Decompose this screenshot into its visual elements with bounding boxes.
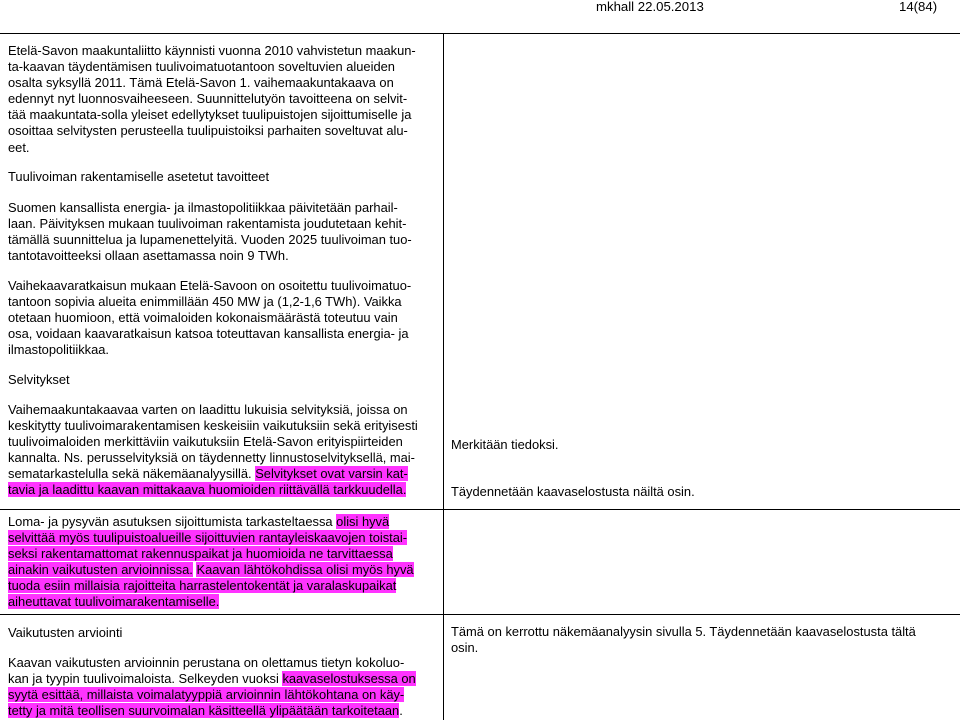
table-top-rule (0, 33, 960, 34)
highlighted-comment: syytä esittää, millaista voimalatyyppiä arvioinnin lähtökohtana on käy- (8, 687, 405, 703)
impact-text: . (399, 703, 403, 719)
intro-line: osalta syksyllä 2011. Tämä Etelä-Savon 1. vaihemaakuntakaava on (8, 75, 394, 91)
highlighted-comment: Kaavan lähtökohdissa olisi myös hyvä (196, 562, 414, 578)
intro-line: eet. (8, 139, 30, 155)
housing-line (8, 578, 436, 594)
row-divider (0, 509, 960, 510)
housing-line (8, 546, 436, 562)
intro-line: Etelä-Savon maakuntaliitto käynnisti vuonna 2010 vahvistetun maakun- (8, 43, 416, 58)
impact-heading: Vaikutusten arviointi (8, 625, 123, 640)
highlighted-comment: seksi rakentamattomat rakennuspaikat ja huomioida ne tarvittaessa (8, 546, 393, 562)
highlighted-comment: ainakin vaikutusten arvioinnissa. (8, 562, 193, 578)
surveys-line (8, 482, 436, 498)
highlighted-comment: aiheuttavat tuulivoimarakentamiselle. (8, 594, 220, 610)
phase-line: Vaihekaavaratkaisun mukaan Etelä-Savoon on osoitettu tuulivoimatuo- (8, 278, 412, 293)
intro-block (8, 43, 436, 156)
goals-paragraph (8, 200, 436, 264)
surveys-paragraph (8, 402, 436, 499)
impact-text: kan ja tyypin tuulivoimaloista. Selkeyden vuoksi (8, 671, 283, 687)
surveys-text: sematarkastelulla sekä näkemäanalyysillä. (8, 466, 256, 482)
housing-line (8, 514, 436, 530)
surveys-line (8, 466, 436, 482)
housing-text: Loma- ja pysyvän asutuksen sijoittumista tarkasteltaessa (8, 514, 337, 529)
highlighted-comment: tetty ja mitä teollisen suurvoimalan käsitteellä ylipäätään tarkoitetaan (8, 703, 400, 719)
goals-line: tantotavoitteeksi ollaan asettamassa noin 9 TWh. (8, 248, 289, 264)
surveys-line: tuulivoimaloiden merkittäviin vaikutuksiin Etelä-Savon erityispiirteiden (8, 434, 403, 450)
impact-line: Kaavan vaikutusten arvioinnin perustana on olettamus tietyn kokoluo- (8, 655, 405, 670)
impact-line (8, 703, 436, 719)
goals-heading: Tuulivoiman rakentamiselle asetetut tavoitteet (8, 169, 270, 184)
goals-line: Suomen kansallista energia- ja ilmastopolitiikkaa päivitetään parhail- (8, 200, 398, 215)
response-note-block (451, 624, 951, 656)
phase-line: tantoon sopivia alueita enimmillään 450 MW ja (1,2-1,6 TWh). Vaikka (8, 294, 402, 310)
impact-paragraph (8, 655, 436, 719)
surveys-heading: Selvitykset (8, 372, 70, 387)
response-note: osin. (451, 640, 479, 656)
goals-line: laan. Päivityksen mukaan tuulivoiman rakentamista joudutetaan kehit- (8, 216, 407, 232)
highlighted-comment: selvittää myös tuulipuistoalueille sijoittuvien rantayleiskaavojen toistai- (8, 530, 408, 546)
phase-line: ilmastopolitiikkaa. (8, 342, 110, 358)
phase-line: osa, voidaan kaavaratkaisun katsoa toteuttavan kansallista energia- ja (8, 326, 409, 342)
page-number: 14(84) (899, 0, 938, 14)
housing-paragraph (8, 514, 436, 611)
intro-line: ta-kaavan täydentämisen tuulivoimatuotantoon soveltuvien alueiden (8, 59, 395, 75)
highlighted-comment: tuoda esiin millaisia rajoitteita harrastelentokentät ja varalaskupaikat (8, 578, 397, 594)
response-note: Täydennetään kaavaselostusta näiltä osin. (451, 484, 695, 499)
surveys-line: kannalta. Ns. perusselvityksiä on täydennetty linnustoselvityksellä, mai- (8, 450, 415, 466)
intro-line: tää maakuntata-solla yleiset edellytykset tuulipuistojen sijoittumiselle ja (8, 107, 412, 123)
housing-line (8, 530, 436, 546)
phase-paragraph (8, 278, 436, 358)
highlighted-comment: Selvitykset ovat varsin kat- (255, 466, 408, 482)
author-date: mkhall 22.05.2013 (596, 0, 704, 14)
phase-line: otetaan huomioon, että voimaloiden kokonaismäärästä toteutuu vain (8, 310, 398, 326)
row-divider (0, 614, 960, 615)
response-note: Tämä on kerrottu näkemäanalyysin sivulla 5. Täydennetään kaavaselostusta tältä (451, 624, 916, 639)
surveys-line: keskitytty tuulivoimarakentamisen keskeisiin vaikutuksiin sekä erityisesti (8, 418, 418, 434)
column-divider (443, 33, 444, 720)
impact-line (8, 687, 436, 703)
housing-line (8, 594, 436, 610)
intro-line: edennyt nyt luonnosvaiheeseen. Suunnittelutyön tavoitteena on selvit- (8, 91, 408, 107)
response-note: Merkitään tiedoksi. (451, 437, 559, 452)
goals-line: tämällä suunnittelua ja lupamenettelyitä. Vuoden 2025 tuulivoiman tuo- (8, 232, 412, 248)
surveys-line: Vaihemaakuntakaavaa varten on laadittu lukuisia selvityksiä, joissa on (8, 402, 408, 417)
housing-line (8, 562, 436, 578)
highlighted-comment: olisi hyvä (336, 514, 390, 529)
impact-line (8, 671, 436, 687)
highlighted-comment: kaavaselostuksessa on (282, 671, 416, 687)
highlighted-comment: tavia ja laadittu kaavan mittakaava huomioiden riittävällä tarkkuudella. (8, 482, 407, 498)
intro-line: osoittaa selvitysten perusteella tuulipuistoiksi parhaiten soveltuvat alu- (8, 123, 408, 139)
